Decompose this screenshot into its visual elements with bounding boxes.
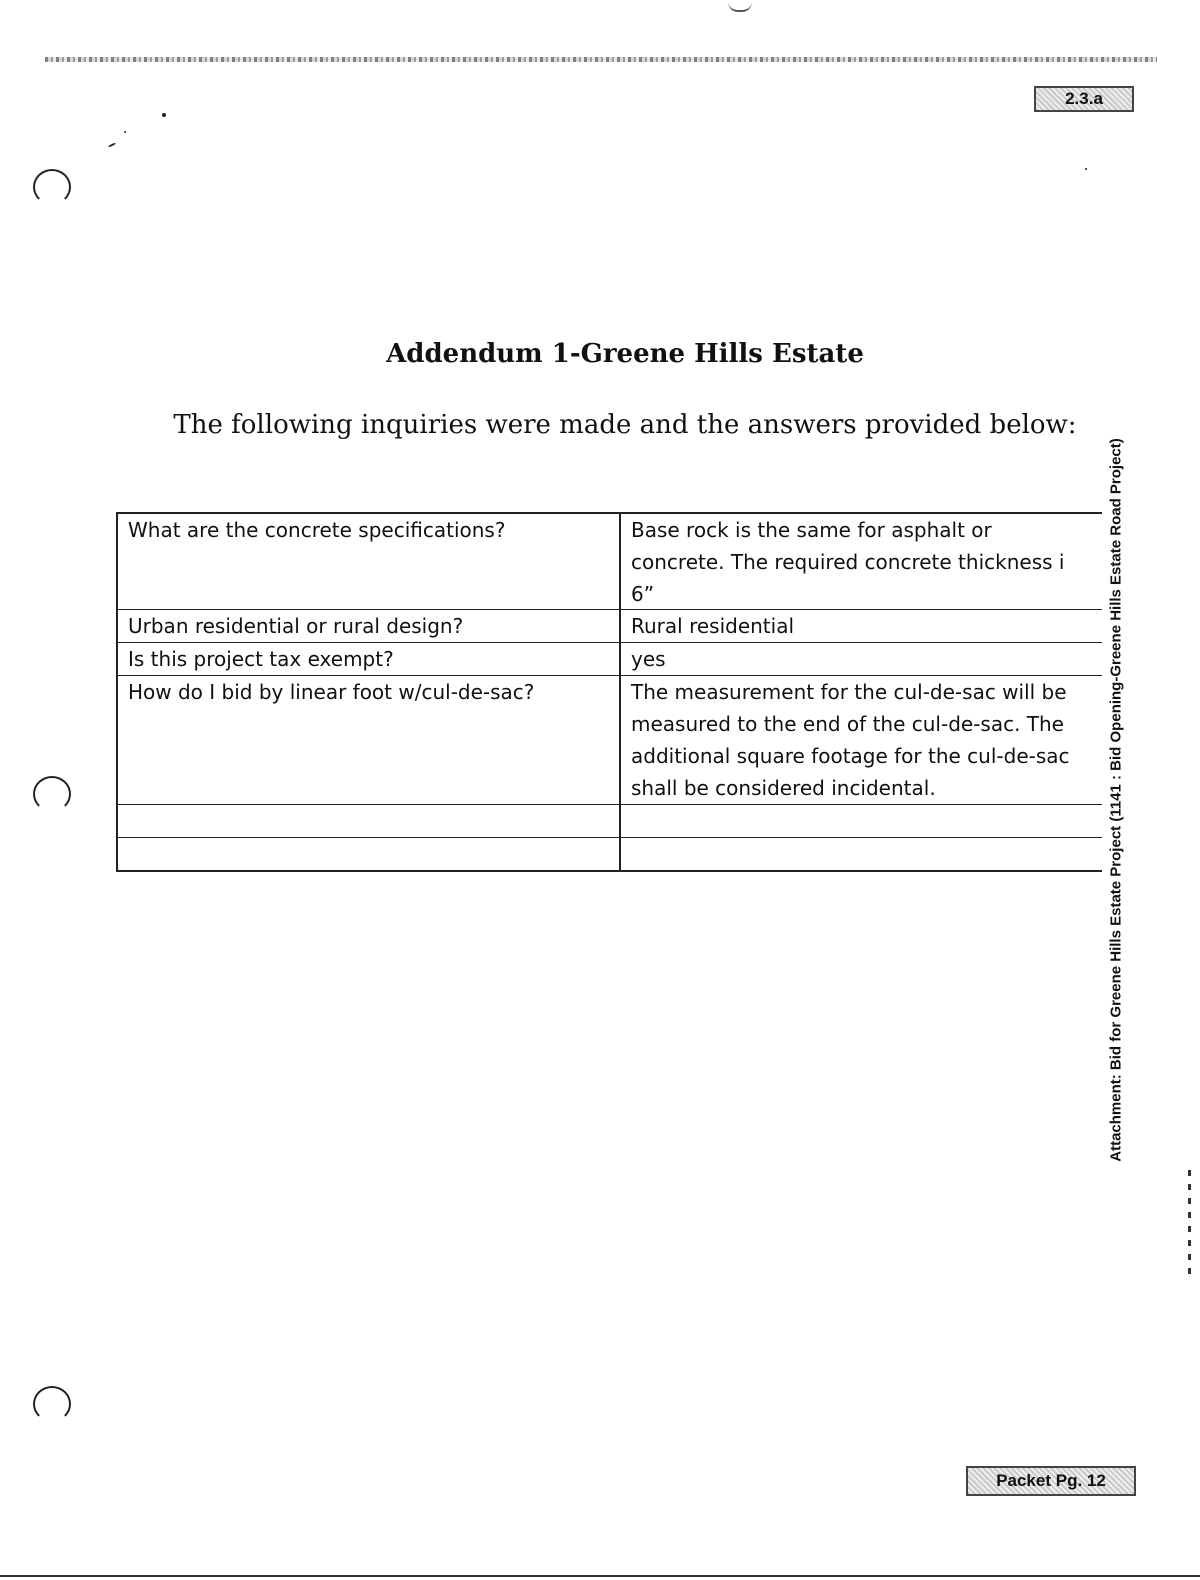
question-cell — [118, 838, 621, 870]
table-row — [118, 514, 1102, 610]
document-title: Addendum 1-Greene Hills Estate — [386, 339, 864, 369]
scan-top-notch — [728, 2, 752, 12]
scan-speck — [124, 131, 126, 133]
page-tag — [1034, 86, 1134, 112]
answer-cell — [621, 838, 1102, 870]
scan-bottom-edge — [0, 1575, 1200, 1577]
qa-table — [116, 512, 1102, 872]
answer-cell: yes — [631, 647, 666, 671]
document-subtitle: The following inquiries were made and the answers provided below: — [173, 410, 1077, 440]
scan-top-artifact — [45, 57, 1157, 62]
question-cell: How do I bid by linear foot w/cul-de-sac? — [118, 676, 621, 804]
scan-speck — [108, 142, 116, 147]
question-cell: Is this project tax exempt? — [118, 643, 621, 675]
side-attachment-text: Attachment: Bid for Greene Hills Estate Project (1141 : Bid Opening-Greene Hills Estate Road Project) — [1107, 438, 1125, 1162]
scan-speck — [162, 113, 166, 117]
question-cell: Urban residential or rural design? — [118, 610, 621, 642]
packet-page-box — [966, 1466, 1136, 1496]
answer-cell — [621, 805, 1102, 837]
punch-hole-middle — [33, 776, 71, 812]
answer-cell: Rural residential — [631, 614, 795, 638]
question-cell: What are the concrete specifications? — [118, 514, 621, 609]
packet-page-label: Packet Pg. 12 — [996, 1471, 1106, 1490]
scan-edge-dashes — [1188, 1170, 1191, 1280]
punch-hole-top — [33, 169, 71, 205]
punch-hole-bottom — [33, 1386, 71, 1422]
question-cell — [118, 805, 621, 837]
scan-speck — [1085, 168, 1087, 170]
table-row — [118, 805, 1102, 838]
table-row — [118, 643, 1102, 676]
answer-cell: Base rock is the same for asphalt or concrete. The required concrete thickness i 6” — [631, 518, 1065, 606]
answer-cell: The measurement for the cul-de-sac will be measured to the end of the cul-de-sac. The additional square footage for the cul-de-sac shall be considered incidental. — [631, 680, 1070, 800]
table-row — [118, 676, 1102, 805]
table-row — [118, 610, 1102, 643]
page-tag-label: 2.3.a — [1065, 89, 1103, 108]
table-row — [118, 838, 1102, 870]
